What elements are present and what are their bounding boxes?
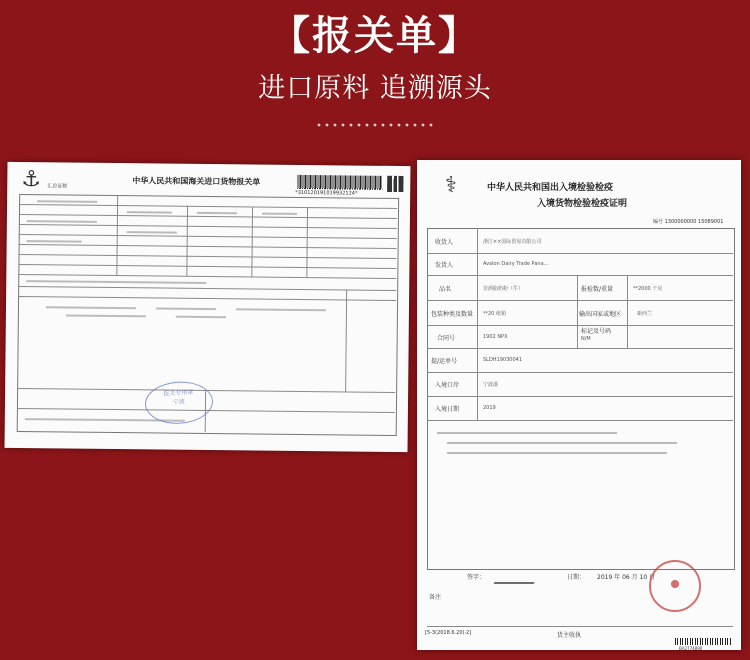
package-label: 包装种类及数量: [431, 311, 474, 318]
declaration-barcode-number: *310120191019932124*: [295, 189, 358, 197]
contract-label: 合同号: [437, 335, 456, 342]
inspection-stamp: [649, 560, 701, 612]
certificate-number-label: 编号: [653, 219, 664, 225]
inspection-certificate-document: [417, 160, 741, 650]
inspection-emblem-icon: ⚕: [445, 173, 457, 198]
origin-value: 新西兰: [637, 311, 653, 317]
consignor-value: Avalon Dairy Trade Pana...: [483, 261, 549, 267]
certificate-barcode: [675, 638, 731, 645]
consignor-label: 发货人: [435, 262, 454, 269]
certificate-title-line1: 中华人民共和国出入境检验检疫: [487, 183, 614, 193]
qr-code-icon: [387, 176, 403, 192]
quantity-value: **2000 千克: [633, 286, 663, 292]
entry-date-value: 2019: [483, 405, 496, 411]
package-value: **20 纸箱: [483, 311, 506, 317]
bill-label: 提/运单号: [431, 358, 458, 365]
declaration-title: 中华人民共和国海关进口货物报关单: [132, 176, 261, 187]
customs-emblem-icon: ⚓: [21, 167, 42, 193]
declaration-barcode: [297, 175, 382, 190]
consignee-value: 浙江××国际贸易有限公司: [483, 239, 542, 245]
origin-label: 输出国家或地区: [579, 311, 622, 318]
page-title: 【报关单】: [270, 13, 480, 59]
entry-date-label: 入境日期: [435, 406, 460, 413]
certificate-table: [427, 228, 735, 570]
signature: [494, 564, 540, 584]
remarks-label: 备注: [429, 594, 442, 601]
signature-label: 签字：: [467, 574, 486, 581]
date-value: 2019 年 06 月 10 日: [597, 574, 656, 581]
consignee-label: 收货人: [435, 239, 454, 246]
dotted-divider: [315, 123, 435, 127]
page-header: [0, 0, 750, 150]
product-name-label: 品名: [439, 286, 452, 293]
customs-stamp-text: 报关专用章: [163, 388, 194, 398]
certificate-title-line2: 入境货物检验检疫证明: [537, 199, 628, 209]
marks-value: N/M: [581, 336, 591, 342]
customs-declaration-document: [5, 162, 411, 452]
footer-code: [5-3(2018.6.20)·2]: [425, 630, 472, 636]
footer-note: 货主收执: [557, 632, 582, 639]
declaration-tag: 汇总征税: [47, 183, 68, 190]
port-label: 入境口岸: [435, 382, 460, 389]
marks-label: 标记及号码: [581, 328, 612, 335]
certificate-number-value: 1300000000 15089001: [664, 219, 724, 225]
product-name-value: 非酒脂奶粉（牛）: [483, 286, 524, 292]
certificate-number: [653, 218, 723, 225]
customs-stamp-city: 宁波: [172, 398, 186, 407]
page-subtitle: 进口原料 追溯源头: [258, 73, 492, 104]
certificate-barcode-number: BA2774890: [679, 646, 703, 650]
date-label: 日期：: [567, 574, 586, 581]
contract-value: 1902 NPX: [483, 334, 508, 340]
port-value: 宁波港: [483, 382, 499, 388]
bill-value: SLDH19030041: [483, 357, 523, 363]
quantity-label: 报检数/重量: [581, 286, 614, 293]
